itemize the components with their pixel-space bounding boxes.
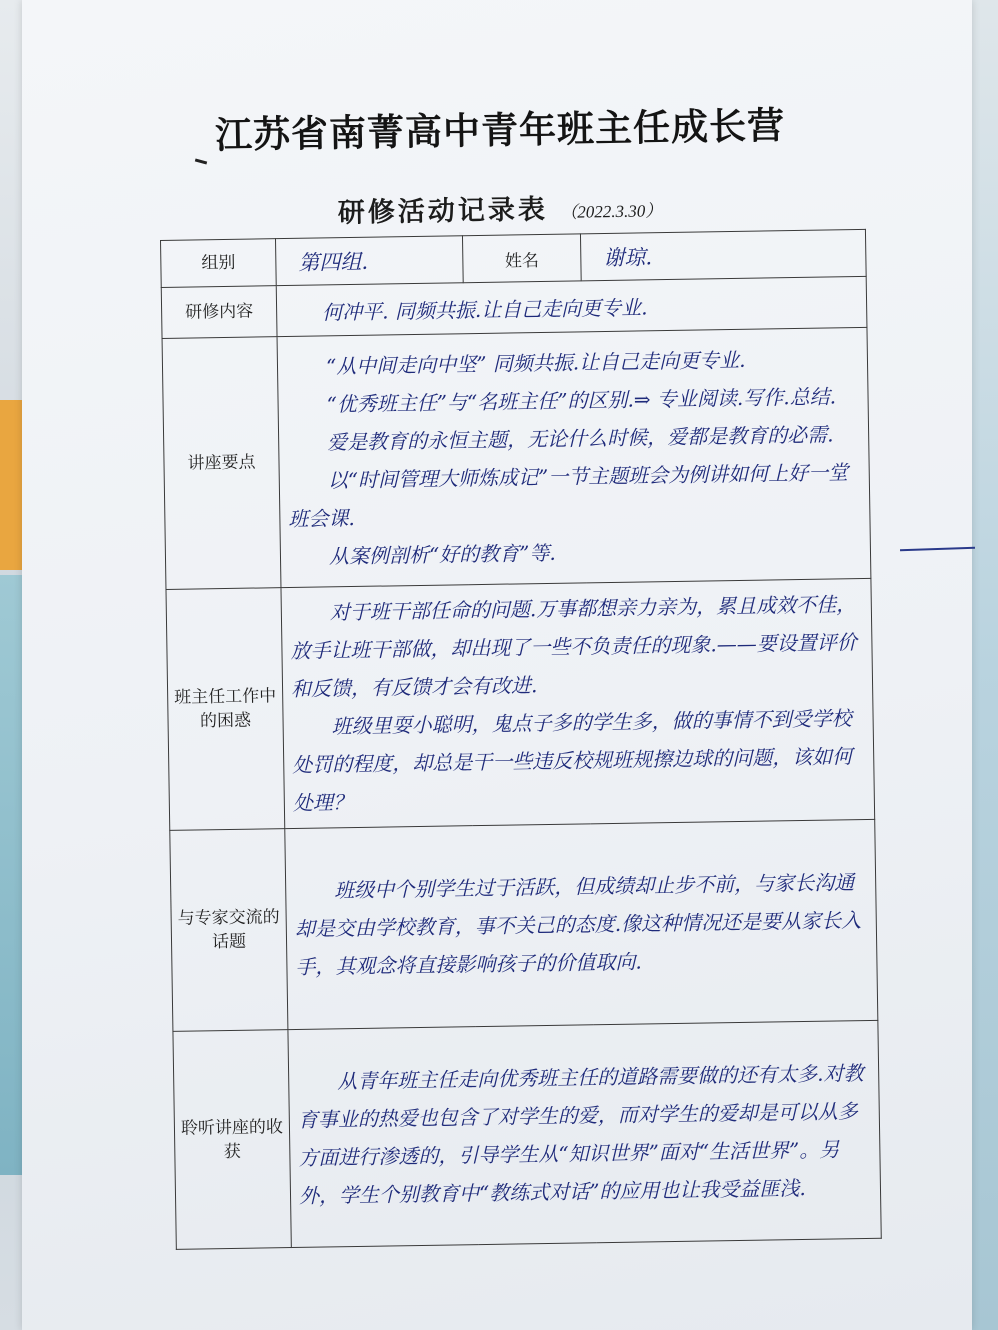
lecture-line: “从中间走向中坚” 同频共振.让自己走向更专业.: [325, 347, 746, 379]
lecture-label: 讲座要点: [162, 337, 281, 590]
document-subtitle: [290, 184, 711, 230]
lecture-line: 以“时间管理大师炼成记”一节主题班会为例讲如何上好一堂班会课.: [288, 460, 849, 532]
expert-notes: [285, 819, 878, 1029]
confusion-line: 对于班干部任命的问题.万事都想亲力亲为，累且成效不佳，放手让班干部做，却出现了一些不负责任的现象.——要设置评价和反馈，有反馈才会有改进.: [290, 592, 857, 701]
confusion-row: [166, 578, 875, 830]
name-value: 谢琼.: [580, 229, 866, 280]
group-value: 第四组.: [275, 236, 463, 286]
confusion-label: 班主任工作中的困惑: [166, 588, 285, 831]
group-label: 组别: [161, 239, 277, 288]
lecture-row: [162, 327, 871, 589]
lecture-line: 从案例剖析“好的教育”等.: [328, 540, 556, 569]
subtitle-text: 研修活动记录表: [337, 194, 549, 229]
background-orange-book: [0, 400, 22, 570]
lecture-line: 爱是教育的永恒主题，无论什么时候，爱都是教育的必需.: [327, 422, 834, 455]
gain-line: 从青年班主任走向优秀班主任的道路需要做的还有太多.对教育事业的热爱也包含了对学生的爱，而对学生的爱却是可以从多方面进行渗透的，引导学生从“知识世界”面对“生活世界”。另外，学生个别教育中“教练式对话”的应用也让我受益匪浅.: [297, 1060, 864, 1208]
record-date: （2022.3.30）: [560, 201, 663, 222]
gain-row: [173, 1020, 881, 1249]
expert-row: [170, 819, 878, 1031]
record-form: [160, 229, 881, 1250]
confusion-notes: [281, 578, 875, 828]
gain-notes: [288, 1020, 881, 1247]
record-table: [160, 229, 882, 1250]
document-title: 江苏省南菁高中青年班主任成长营: [214, 104, 786, 157]
name-label: 姓名: [462, 234, 581, 283]
content-label: 研修内容: [161, 286, 277, 339]
lecture-line: “优秀班主任”与“名班主任”的区别.⇒ 专业阅读.写作.总结.: [326, 384, 837, 417]
expert-label: 与专家交流的话题: [170, 829, 288, 1032]
lecture-notes: [277, 327, 871, 587]
confusion-line: 班级里耍小聪明，鬼点子多的学生多，做的事情不到受学校处罚的程度，却总是干一些违反校规班规擦边球的问题，该如何处理？: [292, 706, 853, 815]
content-value: 何冲平. 同频共振.让自己走向更专业.: [276, 276, 867, 336]
expert-line: 班级中个别学生过于活跃，但成绩却止步不前，与家长沟通却是交由学校教育，事不关己的态度.像这种情况还是要从家长入手，其观念将直接影响孩子的价值取向.: [294, 870, 862, 979]
gain-label: 聆听讲座的收获: [173, 1030, 291, 1250]
